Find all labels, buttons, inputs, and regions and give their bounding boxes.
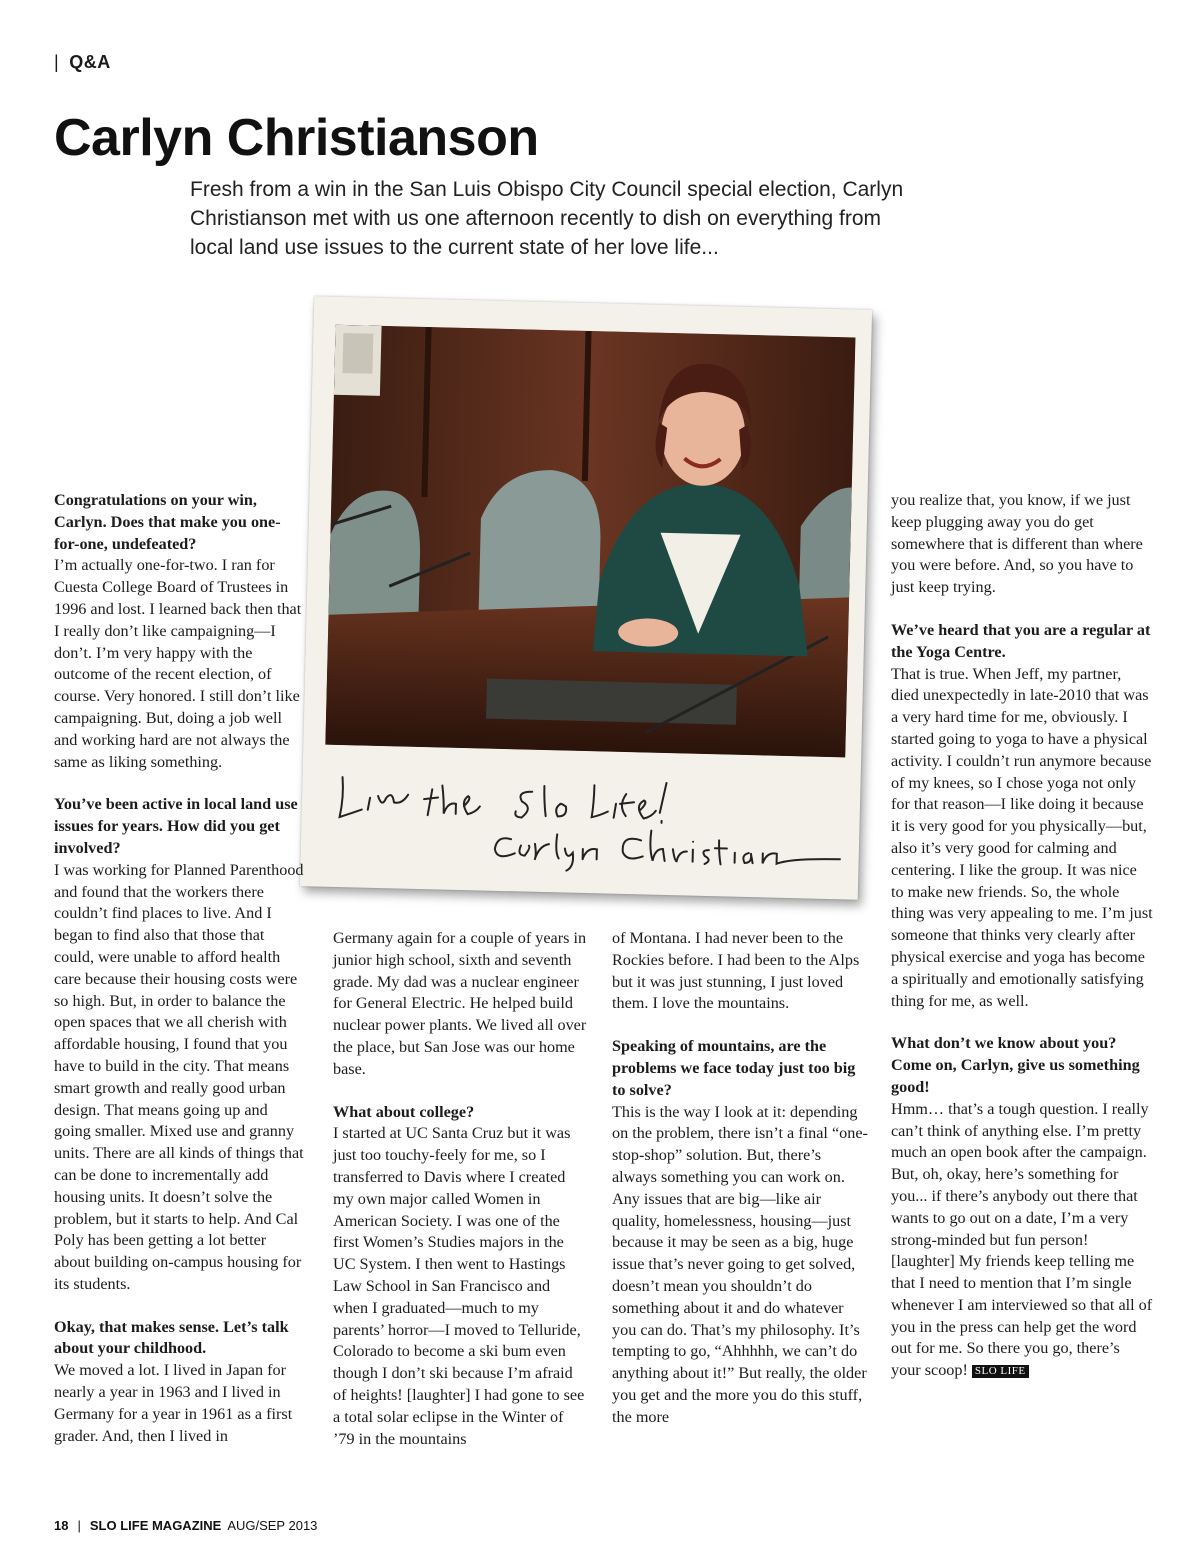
- answer: [891, 1099, 1153, 1382]
- column-3: [612, 928, 868, 1450]
- section-label: [54, 52, 111, 73]
- article-title: Carlyn Christianson: [54, 109, 539, 167]
- answer-text: Hmm… that’s a tough question. I really can’t think of anything else. I’m pretty much an open book after the campaign. But, oh, okay, here’s something for you... if there’s anybody out there that wants to go out on a date, I’m a very strong-minded but fun person! [laughter] My friends keep telling me that I need to mention that I’m single whenever I am interviewed so that all of you in the press can help get the word out for me. So there you go, there’s your scoop!: [891, 1099, 1153, 1380]
- answer: We moved a lot. I lived in Japan for nearly a year in 1963 and I lived in Germany for a year in 1961 as a first grader. And, then I lived in: [54, 1361, 293, 1445]
- end-mark-logo: SLO LIFE: [972, 1365, 1029, 1378]
- column-1: [54, 490, 306, 1468]
- page-footer: [54, 1518, 317, 1533]
- column-2: [333, 928, 589, 1471]
- question: We’ve heard that you are a regular at the Yoga Centre.: [891, 620, 1151, 661]
- answer: I was working for Planned Parenthood and found that the workers there couldn’t find places to live. And I began to find also that those that could, were unable to afford health care because their housing costs were so high. But, in order to balance the open spaces that we all cherish with affordable housing, I found that you have to build in the city. That means smart growth and really good urban design. That means going up and going smaller. Mixed use and granny units. There are all kinds of things that can be done to incrementally add housing units. It doesn’t solve the problem, but it starts to help. And Cal Poly has been getting a lot better about building on-campus housing for its students.: [54, 860, 304, 1293]
- question: You’ve been active in local land use issues for years. How did you get involved?: [54, 795, 298, 857]
- question: What don’t we know about you? Come on, Carlyn, give us something good!: [891, 1034, 1140, 1096]
- handwritten-signature: [320, 757, 843, 880]
- answer-continued: of Montana. I had never been to the Rockies before. I had been to the Alps but it was just stunning, I just loved them. I love the mountains.: [612, 929, 860, 1013]
- question: Congratulations on your win, Carlyn. Does that make you one-for-one, undefeated?: [54, 491, 281, 553]
- answer: I’m actually one-for-two. I ran for Cuesta College Board of Trustees in 1996 and lost. I learned back then that I really don’t like campaigning—I don’t. I’m very happy with the outcome of the recent election, of course. Very honored. I still don’t like campaigning. But, doing a job well and working hard are not always the same as liking something.: [54, 556, 302, 771]
- answer: This is the way I look at it: depending on the problem, there isn’t a final “one-stop-shop” solution. But, there’s always something you can work on. Any issues that are big—like air quality, homelessness, housing—just because it may be seen as a big, huge issue that’s never going to get solved, doesn’t mean you shouldn’t do something about it and do whatever you can do. That’s my philosophy. It’s tempting to go, “Ahhhhh, we can’t do anything about it!” But really, the older you get and the more you do this stuff, the more: [612, 1102, 868, 1426]
- question: Okay, that makes sense. Let’s talk about your childhood.: [54, 1317, 289, 1358]
- magazine-name: SLO LIFE MAGAZINE: [89, 1518, 222, 1533]
- qa-block: [54, 1317, 306, 1448]
- qa-block: [891, 620, 1153, 1012]
- section-name: Q&A: [69, 52, 111, 72]
- column-4: [891, 490, 1153, 1403]
- qa-block: [333, 1102, 589, 1451]
- question: What about college?: [333, 1102, 475, 1121]
- section-bar: |: [54, 52, 60, 72]
- answer: I started at UC Santa Cruz but it was just too touchy-feely for me, so I transferred to Davis where I created my own major called Women in American Society. I was one of the first Women’s Studies majors in the UC System. I then went to Hastings Law School in San Francisco and when I graduated—much to my parents’ horror—I moved to Telluride, Colorado to become a ski bum even though I don’t ski because I’m afraid of heights! [laughter] I had gone to see a total solar eclipse in the Winter of ’79 in the mountains: [333, 1124, 585, 1448]
- qa-block: [612, 1036, 868, 1428]
- page-number: 18: [54, 1518, 69, 1533]
- polaroid-photo: [300, 296, 872, 899]
- answer-continued: Germany again for a couple of years in junior high school, sixth and seventh grade. My dad was a nuclear engineer for General Electric. He helped build nuclear power plants. We lived all over the place, but San Jose was our home base.: [333, 929, 587, 1078]
- portrait-photo: [325, 325, 855, 758]
- question: Speaking of mountains, are the problems we face today just too big to solve?: [612, 1037, 856, 1099]
- qa-block: [54, 794, 306, 1295]
- answer-continued: you realize that, you know, if we just keep plugging away you do get somewhere that is different than where you were before. And, so you have to just keep trying.: [891, 491, 1143, 597]
- issue-date: AUG/SEP 2013: [227, 1518, 318, 1533]
- footer-separator: |: [77, 1518, 81, 1533]
- answer: That is true. When Jeff, my partner, died unexpectedly in late-2010 that was a very hard time for me, obviously. I started going to yoga to have a physical activity. I couldn’t run anymore because of my knees, so I chose yoga not only for that reason—I like doing it because it is very good for you physically—but, also it’s very good for calming and centering. I like the group. It was nice to make new friends. So, the whole thing was very appealing to me. I’m just someone that thinks very clearly after physical exercise and yoga has become a spiritually and emotionally satisfying thing for me, as well.: [891, 664, 1153, 1010]
- qa-block: [891, 1033, 1153, 1382]
- article-dek: Fresh from a win in the San Luis Obispo City Council special election, Carlyn Christianson met with us one afternoon recently to dish on everything from local land use issues to the current state of her love life...: [190, 178, 904, 259]
- qa-block: [54, 490, 306, 773]
